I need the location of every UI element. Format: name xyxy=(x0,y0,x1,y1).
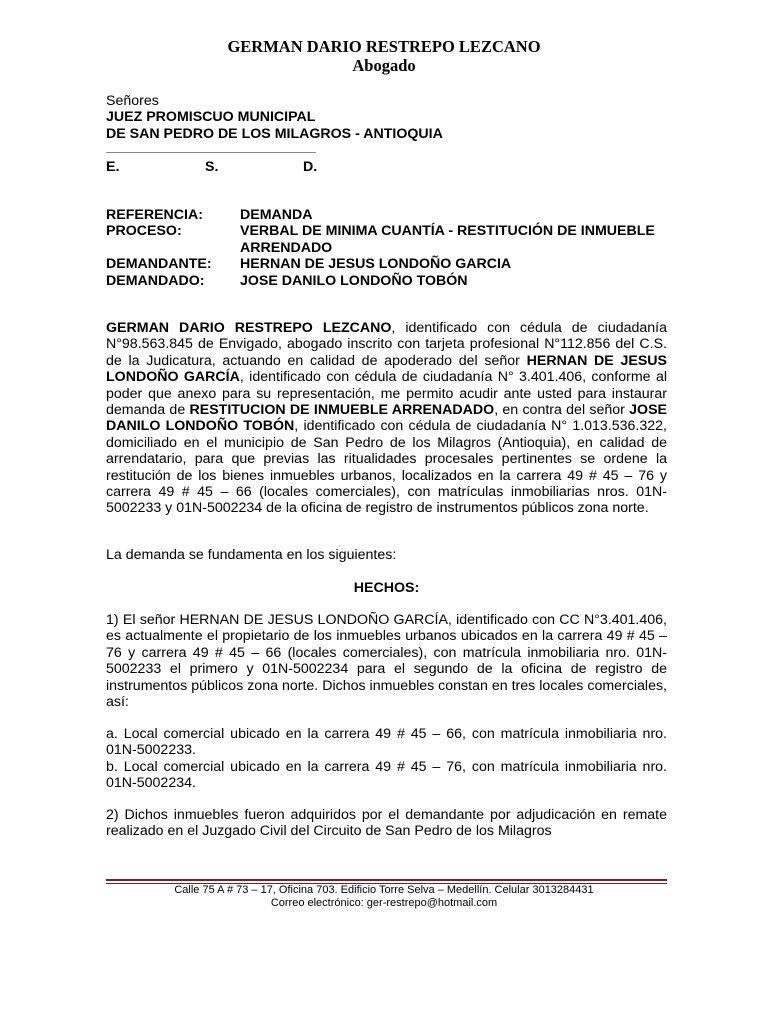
footer xyxy=(0,884,768,910)
intro-text-1: , identificado con cédula de ciudadanía N°98.563.845 de Envigado, abogado inscrito con tarjeta profesional N°112.856 del C.S. de la Judicatura, actuando en calidad de apoderado del señor xyxy=(106,320,667,369)
items-block xyxy=(106,726,667,792)
intro-text-4: , identificado con cédula de ciudadanía N° 1.013.536.322, domiciliado en el municipio de San Pedro de los Milagros (Antioquia), en calidad de arrendatario, para que previas las ritualidades procesales pertinentes se ordene la restitución de los bienes inmuebles urbanos, localizados en la carrera 49 # 45 – 76 y carrera 49 # 45 – 66 (locales comerciales), con matrículas inmobiliarias nros. 01N-5002233 y 01N-5002234 de la oficina de registro de instrumentos públicos zona norte. xyxy=(106,418,667,517)
referencia-label: REFERENCIA: xyxy=(106,207,203,223)
footer-address: Calle 75 A # 73 – 17, Oficina 703. Edificio Torre Selva – Medellín. Celular 3013284431 xyxy=(174,884,594,896)
intro-paragraph xyxy=(106,320,667,517)
demandado-row xyxy=(106,273,667,289)
intro-paragraph-block xyxy=(106,320,667,517)
referencia-value: DEMANDA xyxy=(240,207,313,223)
hechos-heading: HECHOS: xyxy=(353,580,420,596)
intro-bold-1: GERMAN DARIO RESTREPO LEZCANO xyxy=(106,320,392,336)
salutation: Señores xyxy=(106,93,159,109)
hecho-2-block xyxy=(106,807,667,840)
demandado-label: DEMANDADO: xyxy=(106,272,205,289)
reference-block xyxy=(106,207,667,289)
addressee-line-2: DE SAN PEDRO DE LOS MILAGROS - ANTIOQUIA xyxy=(106,125,443,142)
proceso-label: PROCESO: xyxy=(106,223,182,240)
intro-bold-3: RESTITUCION DE INMUEBLE ARRENADADO xyxy=(189,402,495,419)
hecho-1: 1) El señor HERNAN DE JESUS LONDOÑO GARCÍA, identificado con CC N°3.401.406, es actualmente el propietario de los inmuebles urbanos ubicados en la carrera 49 # 45 – 76 y carrera 49 # 45 – 66 (locales comerciales), con matrícula inmobiliaria nro. 01N-5002233 el primero y 01N-5002234 para el segundo de la oficina de registro de instrumentos públicos zona norte. Dichos inmuebles constan en tres locales comerciales, así: xyxy=(106,612,667,711)
item-b: b. Local comercial ubicado en la carrera 49 # 45 – 76, con matrícula inmobiliaria nro. 01N-5002234. xyxy=(106,758,667,792)
esd-s: S. xyxy=(205,159,219,175)
hecho-1-block xyxy=(106,612,667,710)
demandado-value: JOSE DANILO LONDOÑO TOBÓN xyxy=(240,272,468,289)
referencia-row xyxy=(106,207,667,223)
lawyer-title: Abogado xyxy=(352,56,416,75)
intro-text-2: , identificado con cédula de ciudadanía N° 3.401.406, conforme al poder que anexo para su representación, me permito acudir ante usted para instaurar demanda de xyxy=(106,369,667,419)
signature-rule xyxy=(106,152,316,153)
letterhead xyxy=(0,37,768,75)
esd-e: E. xyxy=(106,159,120,175)
esd-d: D. xyxy=(303,159,318,175)
addressee-line-1: JUEZ PROMISCUO MUNICIPAL xyxy=(106,109,316,126)
fundamento-line: La demanda se fundamenta en los siguientes: xyxy=(106,547,397,563)
item-a: a. Local comercial ubicado en la carrera 49 # 45 – 66, con matrícula inmobiliaria nro. 01N-5002233. xyxy=(106,726,667,759)
demandante-value: HERNAN DE JESUS LONDOÑO GARCIA xyxy=(240,256,512,273)
lawyer-name: GERMAN DARIO RESTREPO LEZCANO xyxy=(227,37,541,56)
proceso-row xyxy=(106,223,667,256)
proceso-value: VERBAL DE MINIMA CUANTÍA - RESTITUCIÓN DE INMUEBLE ARRENDADO xyxy=(240,223,655,256)
demandante-label: DEMANDANTE: xyxy=(106,256,212,273)
intro-bold-4: JOSE DANILO LONDOÑO TOBÓN xyxy=(106,402,667,435)
hecho-2: 2) Dichos inmuebles fueron adquiridos por el demandante por adjudicación en remate realizado en el Juzgado Civil del Circuito de San Pedro de los Milagros xyxy=(106,807,667,840)
intro-text-3: , en contra del señor xyxy=(494,402,630,419)
intro-bold-2: HERNAN DE JESUS LONDOÑO GARCÍA xyxy=(106,352,667,386)
addressee-block xyxy=(106,93,667,142)
demandante-row xyxy=(106,256,667,272)
footer-email: Correo electrónico: ger-restrepo@hotmail.com xyxy=(270,897,498,909)
footer-rule-thick xyxy=(106,879,667,881)
